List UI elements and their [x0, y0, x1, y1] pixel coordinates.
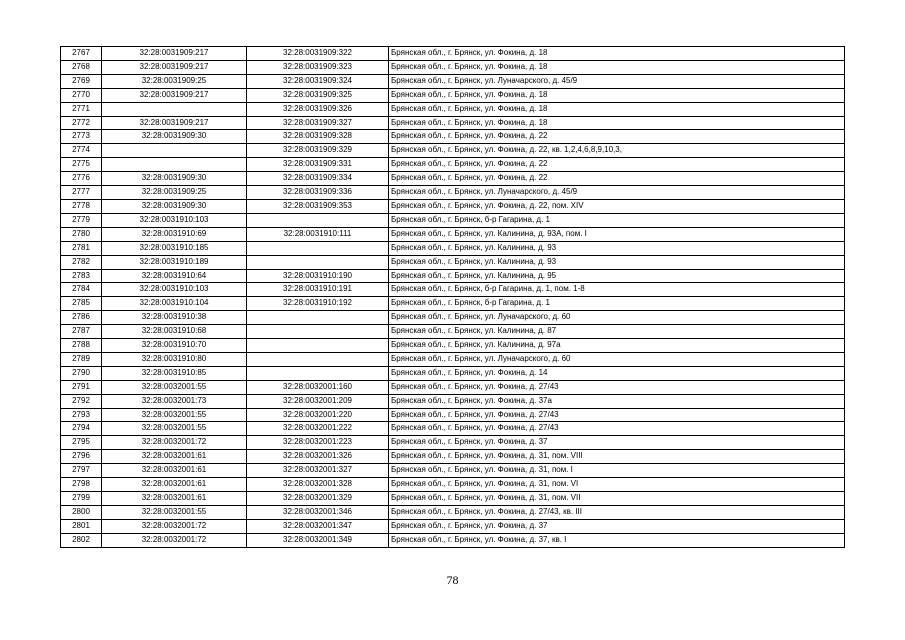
object-number-cell: 32:28:0031910:190 — [247, 269, 389, 283]
object-number-cell — [247, 241, 389, 255]
table-row — [61, 352, 845, 366]
object-number-cell: 32:28:0032001:346 — [247, 505, 389, 519]
table-row — [61, 47, 845, 61]
row-number-cell: 2770 — [61, 88, 102, 102]
row-number-cell: 2767 — [61, 47, 102, 61]
table-row — [61, 478, 845, 492]
table-row — [61, 255, 845, 269]
object-number-cell: 32:28:0032001:209 — [247, 394, 389, 408]
parcel-number-cell: 32:28:0031909:217 — [102, 88, 247, 102]
object-number-cell: 32:28:0031909:324 — [247, 74, 389, 88]
address-cell: Брянская обл., г. Брянск, ул. Фокина, д. 18 — [389, 60, 845, 74]
table-row — [61, 88, 845, 102]
parcel-number-cell: 32:28:0031909:30 — [102, 130, 247, 144]
row-number-cell: 2771 — [61, 102, 102, 116]
parcel-number-cell: 32:28:0031910:64 — [102, 269, 247, 283]
table-row — [61, 144, 845, 158]
parcel-number-cell: 32:28:0032001:72 — [102, 436, 247, 450]
table-row — [61, 283, 845, 297]
address-cell: Брянская обл., г. Брянск, ул. Калинина, д. 87 — [389, 325, 845, 339]
parcel-number-cell: 32:28:0031909:217 — [102, 60, 247, 74]
row-number-cell: 2784 — [61, 283, 102, 297]
parcel-number-cell: 32:28:0031910:68 — [102, 325, 247, 339]
parcel-number-cell: 32:28:0031909:217 — [102, 47, 247, 61]
table-row — [61, 394, 845, 408]
table-row — [61, 74, 845, 88]
address-cell: Брянская обл., г. Брянск, ул. Калинина, д. 93 — [389, 255, 845, 269]
object-number-cell: 32:28:0032001:160 — [247, 380, 389, 394]
object-number-cell — [247, 311, 389, 325]
row-number-cell: 2792 — [61, 394, 102, 408]
object-number-cell: 32:28:0031909:326 — [247, 102, 389, 116]
parcel-number-cell: 32:28:0031909:25 — [102, 186, 247, 200]
row-number-cell: 2773 — [61, 130, 102, 144]
table-row — [61, 422, 845, 436]
table-row — [61, 186, 845, 200]
address-cell: Брянская обл., г. Брянск, ул. Фокина, д. 22 — [389, 158, 845, 172]
page-number: 78 — [446, 573, 459, 587]
parcel-number-cell — [102, 158, 247, 172]
cadastral-table — [60, 46, 845, 548]
address-cell: Брянская обл., г. Брянск, ул. Фокина, д. 37а — [389, 394, 845, 408]
address-cell: Брянская обл., г. Брянск, б-р Гагарина, д. 1 — [389, 213, 845, 227]
address-cell: Брянская обл., г. Брянск, ул. Калинина, д. 97а — [389, 339, 845, 353]
row-number-cell: 2793 — [61, 408, 102, 422]
object-number-cell: 32:28:0031909:331 — [247, 158, 389, 172]
object-number-cell — [247, 339, 389, 353]
row-number-cell: 2791 — [61, 380, 102, 394]
row-number-cell: 2785 — [61, 297, 102, 311]
object-number-cell — [247, 352, 389, 366]
table-row — [61, 227, 845, 241]
object-number-cell — [247, 366, 389, 380]
row-number-cell: 2795 — [61, 436, 102, 450]
table-row — [61, 158, 845, 172]
parcel-number-cell: 32:28:0031910:185 — [102, 241, 247, 255]
table-row — [61, 60, 845, 74]
table-row — [61, 366, 845, 380]
parcel-number-cell: 32:28:0031910:103 — [102, 283, 247, 297]
address-cell: Брянская обл., г. Брянск, ул. Фокина, д. 22 — [389, 130, 845, 144]
row-number-cell: 2777 — [61, 186, 102, 200]
table-row — [61, 213, 845, 227]
parcel-number-cell: 32:28:0031910:104 — [102, 297, 247, 311]
parcel-number-cell: 32:28:0032001:61 — [102, 492, 247, 506]
table-row — [61, 297, 845, 311]
row-number-cell: 2781 — [61, 241, 102, 255]
address-cell: Брянская обл., г. Брянск, б-р Гагарина, д. 1 — [389, 297, 845, 311]
parcel-number-cell: 32:28:0031910:69 — [102, 227, 247, 241]
row-number-cell: 2786 — [61, 311, 102, 325]
table-row — [61, 199, 845, 213]
table-row — [61, 269, 845, 283]
row-number-cell: 2782 — [61, 255, 102, 269]
address-cell: Брянская обл., г. Брянск, ул. Фокина, д. 22, кв. 1,2,4,6,8,9,10,3, — [389, 144, 845, 158]
row-number-cell: 2779 — [61, 213, 102, 227]
parcel-number-cell: 32:28:0031910:189 — [102, 255, 247, 269]
address-cell: Брянская обл., г. Брянск, ул. Фокина, д. 27/43 — [389, 422, 845, 436]
address-cell: Брянская обл., г. Брянск, ул. Фокина, д. 37 — [389, 436, 845, 450]
address-cell: Брянская обл., г. Брянск, ул. Фокина, д. 22, пом. XIV — [389, 199, 845, 213]
row-number-cell: 2768 — [61, 60, 102, 74]
object-number-cell: 32:28:0032001:347 — [247, 519, 389, 533]
address-cell: Брянская обл., г. Брянск, ул. Луначарского, д. 45/9 — [389, 186, 845, 200]
address-cell: Брянская обл., г. Брянск, ул. Фокина, д. 18 — [389, 102, 845, 116]
row-number-cell: 2802 — [61, 533, 102, 547]
table-row — [61, 339, 845, 353]
address-cell: Брянская обл., г. Брянск, ул. Луначарского, д. 45/9 — [389, 74, 845, 88]
table-row — [61, 464, 845, 478]
address-cell: Брянская обл., г. Брянск, ул. Фокина, д. 18 — [389, 116, 845, 130]
table-row — [61, 325, 845, 339]
parcel-number-cell: 32:28:0031909:30 — [102, 172, 247, 186]
row-number-cell: 2769 — [61, 74, 102, 88]
object-number-cell: 32:28:0031910:111 — [247, 227, 389, 241]
table-row — [61, 241, 845, 255]
row-number-cell: 2780 — [61, 227, 102, 241]
table-row — [61, 450, 845, 464]
parcel-number-cell: 32:28:0032001:72 — [102, 519, 247, 533]
parcel-number-cell: 32:28:0032001:61 — [102, 464, 247, 478]
parcel-number-cell: 32:28:0031910:80 — [102, 352, 247, 366]
object-number-cell: 32:28:0032001:328 — [247, 478, 389, 492]
row-number-cell: 2801 — [61, 519, 102, 533]
address-cell: Брянская обл., г. Брянск, ул. Фокина, д. 37 — [389, 519, 845, 533]
parcel-number-cell: 32:28:0031909:217 — [102, 116, 247, 130]
row-number-cell: 2798 — [61, 478, 102, 492]
table-row — [61, 380, 845, 394]
address-cell: Брянская обл., г. Брянск, ул. Фокина, д. 27/43 — [389, 380, 845, 394]
row-number-cell: 2774 — [61, 144, 102, 158]
object-number-cell: 32:28:0032001:222 — [247, 422, 389, 436]
row-number-cell: 2799 — [61, 492, 102, 506]
object-number-cell: 32:28:0032001:329 — [247, 492, 389, 506]
row-number-cell: 2776 — [61, 172, 102, 186]
object-number-cell: 32:28:0031909:336 — [247, 186, 389, 200]
parcel-number-cell: 32:28:0031910:38 — [102, 311, 247, 325]
cadastral-table-body — [61, 47, 845, 548]
object-number-cell: 32:28:0032001:220 — [247, 408, 389, 422]
object-number-cell: 32:28:0031909:334 — [247, 172, 389, 186]
parcel-number-cell: 32:28:0031910:70 — [102, 339, 247, 353]
address-cell: Брянская обл., г. Брянск, ул. Фокина, д. 31, пом. I — [389, 464, 845, 478]
object-number-cell — [247, 325, 389, 339]
row-number-cell: 2772 — [61, 116, 102, 130]
object-number-cell: 32:28:0031909:328 — [247, 130, 389, 144]
table-row — [61, 130, 845, 144]
address-cell: Брянская обл., г. Брянск, ул. Калинина, д. 95 — [389, 269, 845, 283]
address-cell: Брянская обл., г. Брянск, ул. Луначарского, д. 60 — [389, 352, 845, 366]
parcel-number-cell: 32:28:0032001:55 — [102, 380, 247, 394]
parcel-number-cell: 32:28:0032001:55 — [102, 422, 247, 436]
row-number-cell: 2800 — [61, 505, 102, 519]
object-number-cell: 32:28:0031910:191 — [247, 283, 389, 297]
address-cell: Брянская обл., г. Брянск, ул. Фокина, д. 31, пом. VIII — [389, 450, 845, 464]
object-number-cell: 32:28:0031909:323 — [247, 60, 389, 74]
address-cell: Брянская обл., г. Брянск, ул. Фокина, д. 27/43 — [389, 408, 845, 422]
table-row — [61, 408, 845, 422]
row-number-cell: 2790 — [61, 366, 102, 380]
object-number-cell — [247, 255, 389, 269]
address-cell: Брянская обл., г. Брянск, ул. Фокина, д. 27/43, кв. III — [389, 505, 845, 519]
object-number-cell: 32:28:0032001:223 — [247, 436, 389, 450]
parcel-number-cell: 32:28:0031910:85 — [102, 366, 247, 380]
object-number-cell: 32:28:0032001:349 — [247, 533, 389, 547]
row-number-cell: 2797 — [61, 464, 102, 478]
table-row — [61, 116, 845, 130]
table-row — [61, 436, 845, 450]
address-cell: Брянская обл., г. Брянск, ул. Калинина, д. 93 — [389, 241, 845, 255]
address-cell: Брянская обл., г. Брянск, ул. Фокина, д. 31, пом. VII — [389, 492, 845, 506]
address-cell: Брянская обл., г. Брянск, ул. Фокина, д. 18 — [389, 47, 845, 61]
parcel-number-cell: 32:28:0032001:61 — [102, 450, 247, 464]
table-row — [61, 533, 845, 547]
address-cell: Брянская обл., г. Брянск, ул. Фокина, д. 14 — [389, 366, 845, 380]
object-number-cell: 32:28:0032001:327 — [247, 464, 389, 478]
parcel-number-cell: 32:28:0032001:55 — [102, 408, 247, 422]
row-number-cell: 2783 — [61, 269, 102, 283]
object-number-cell: 32:28:0031909:329 — [247, 144, 389, 158]
row-number-cell: 2794 — [61, 422, 102, 436]
address-cell: Брянская обл., г. Брянск, ул. Луначарского, д. 60 — [389, 311, 845, 325]
table-row — [61, 519, 845, 533]
parcel-number-cell: 32:28:0032001:55 — [102, 505, 247, 519]
parcel-number-cell: 32:28:0031910:103 — [102, 213, 247, 227]
row-number-cell: 2778 — [61, 199, 102, 213]
address-cell: Брянская обл., г. Брянск, б-р Гагарина, д. 1, пом. 1-8 — [389, 283, 845, 297]
table-row — [61, 102, 845, 116]
object-number-cell: 32:28:0031910:192 — [247, 297, 389, 311]
address-cell: Брянская обл., г. Брянск, ул. Калинина, д. 93А, пом. I — [389, 227, 845, 241]
table-row — [61, 492, 845, 506]
object-number-cell: 32:28:0031909:327 — [247, 116, 389, 130]
parcel-number-cell: 32:28:0032001:61 — [102, 478, 247, 492]
object-number-cell: 32:28:0031909:325 — [247, 88, 389, 102]
row-number-cell: 2775 — [61, 158, 102, 172]
parcel-number-cell: 32:28:0032001:73 — [102, 394, 247, 408]
parcel-number-cell: 32:28:0032001:72 — [102, 533, 247, 547]
row-number-cell: 2787 — [61, 325, 102, 339]
parcel-number-cell: 32:28:0031909:25 — [102, 74, 247, 88]
row-number-cell: 2788 — [61, 339, 102, 353]
object-number-cell — [247, 213, 389, 227]
parcel-number-cell — [102, 102, 247, 116]
table-row — [61, 311, 845, 325]
row-number-cell: 2796 — [61, 450, 102, 464]
address-cell: Брянская обл., г. Брянск, ул. Фокина, д. 18 — [389, 88, 845, 102]
address-cell: Брянская обл., г. Брянск, ул. Фокина, д. 37, кв. I — [389, 533, 845, 547]
object-number-cell: 32:28:0032001:326 — [247, 450, 389, 464]
table-row — [61, 172, 845, 186]
row-number-cell: 2789 — [61, 352, 102, 366]
object-number-cell: 32:28:0031909:322 — [247, 47, 389, 61]
object-number-cell: 32:28:0031909:353 — [247, 199, 389, 213]
address-cell: Брянская обл., г. Брянск, ул. Фокина, д. 22 — [389, 172, 845, 186]
table-row — [61, 505, 845, 519]
address-cell: Брянская обл., г. Брянск, ул. Фокина, д. 31, пом. VI — [389, 478, 845, 492]
parcel-number-cell — [102, 144, 247, 158]
parcel-number-cell: 32:28:0031909:30 — [102, 199, 247, 213]
